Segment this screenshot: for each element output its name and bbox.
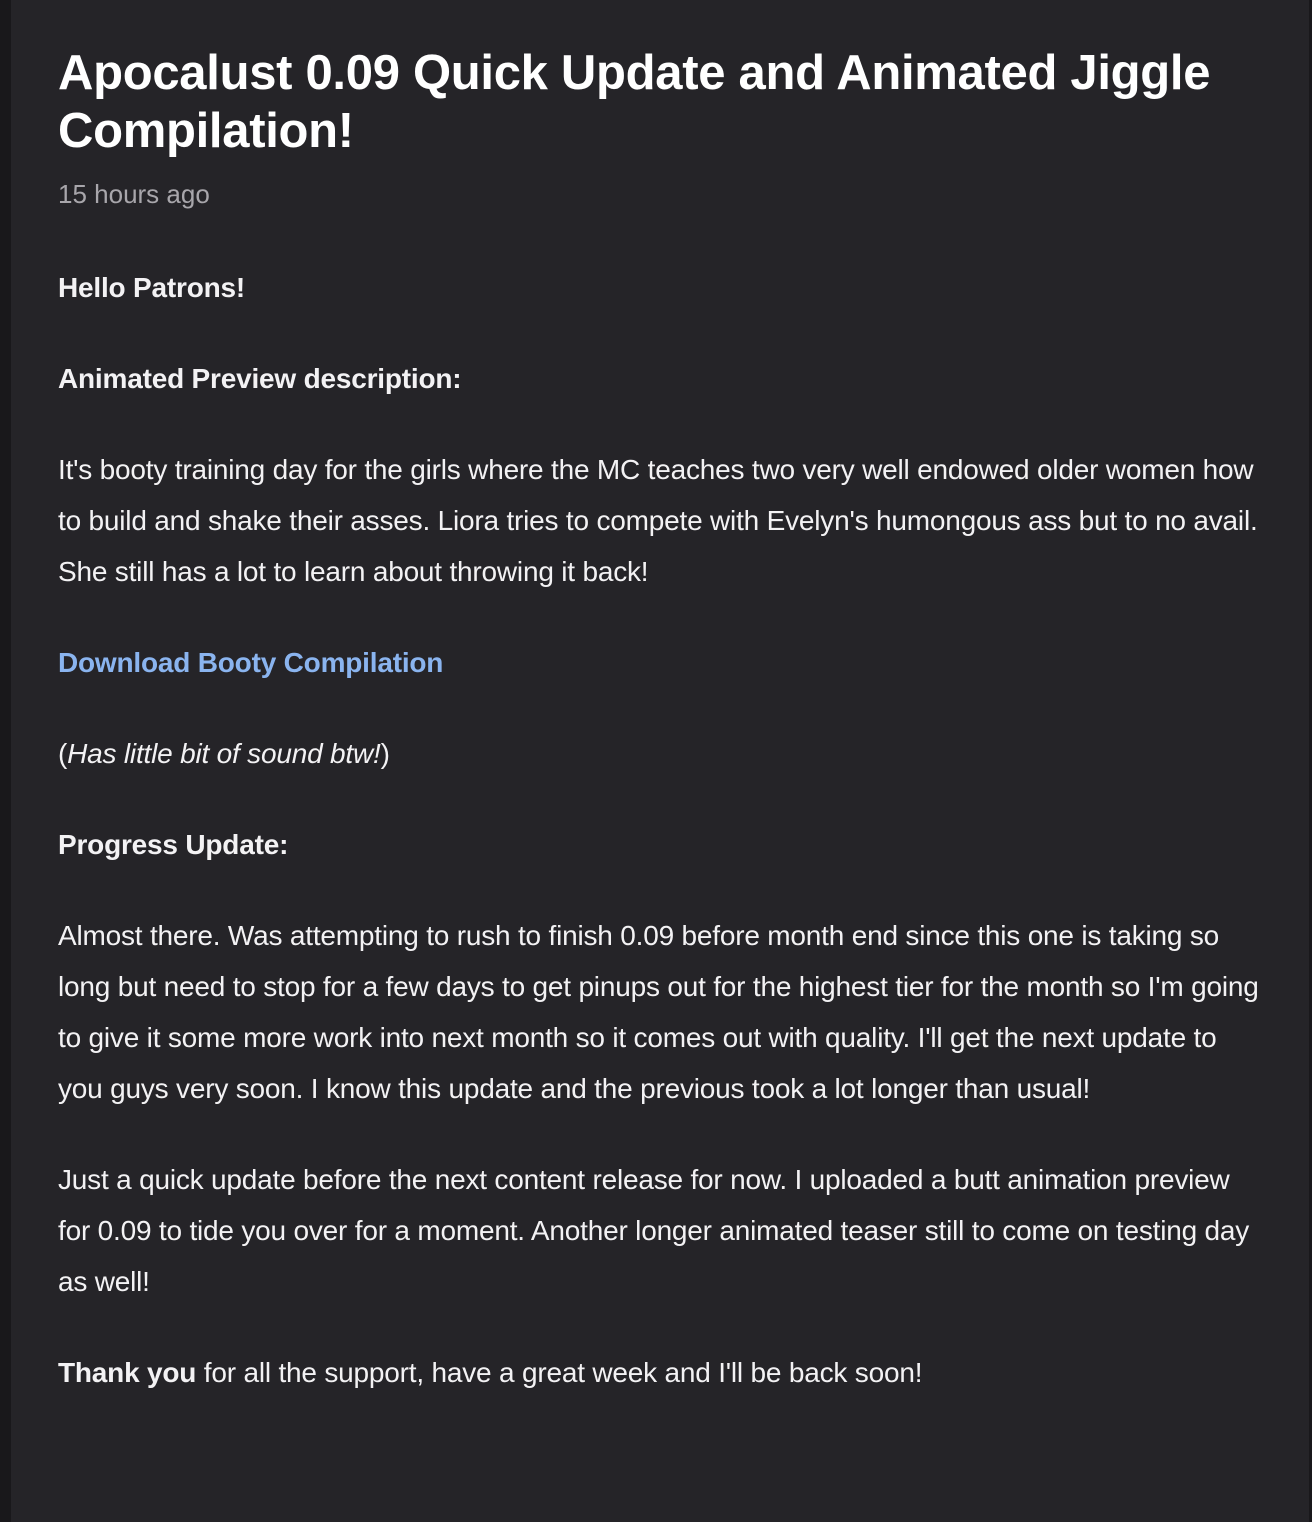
post-card <box>11 0 1309 1522</box>
progress-heading: Progress Update: <box>58 829 289 860</box>
sound-note-open-paren: ( <box>58 738 68 769</box>
progress-text: Almost there. Was attempting to rush to finish 0.09 before month end since this one is taking so long but need to stop for a few days to get pinups out for the highest tier for the month so I'm going to give it some more work into next month so it comes out with quality. I'll get the next update to you guys very soon. I know this update and the previous took a lot longer than usual! <box>58 920 1259 1104</box>
post-body <box>58 262 1263 1398</box>
thanks-paragraph <box>58 1347 1263 1398</box>
post-title: Apocalust 0.09 Quick Update and Animated Jiggle Compilation! <box>58 46 1211 158</box>
download-booty-compilation-link[interactable]: Download Booty Compilation <box>58 647 444 678</box>
sound-note <box>58 728 1263 779</box>
thanks-rest: for all the support, have a great week and I'll be back soon! <box>196 1357 923 1388</box>
sound-note-text: Has little bit of sound btw! <box>67 738 381 769</box>
preview-description: It's booty training day for the girls where the MC teaches two very well endowed older women how to build and shake their asses. Liora tries to compete with Evelyn's humongous ass but to no avail. She still has a lot to learn about throwing it back! <box>58 454 1258 587</box>
preview-heading: Animated Preview description: <box>58 363 462 394</box>
thanks-bold: Thank you <box>58 1357 197 1388</box>
sound-note-close-paren: ) <box>380 738 390 769</box>
greeting: Hello Patrons! <box>58 272 246 303</box>
left-gutter <box>0 0 11 1522</box>
post-timestamp: 15 hours ago <box>58 179 210 209</box>
download-paragraph <box>58 637 1263 688</box>
quick-update-text: Just a quick update before the next content release for now. I uploaded a butt animation preview for 0.09 to tide you over for a moment. Another longer animated teaser still to come on testing day as well! <box>58 1164 1250 1297</box>
